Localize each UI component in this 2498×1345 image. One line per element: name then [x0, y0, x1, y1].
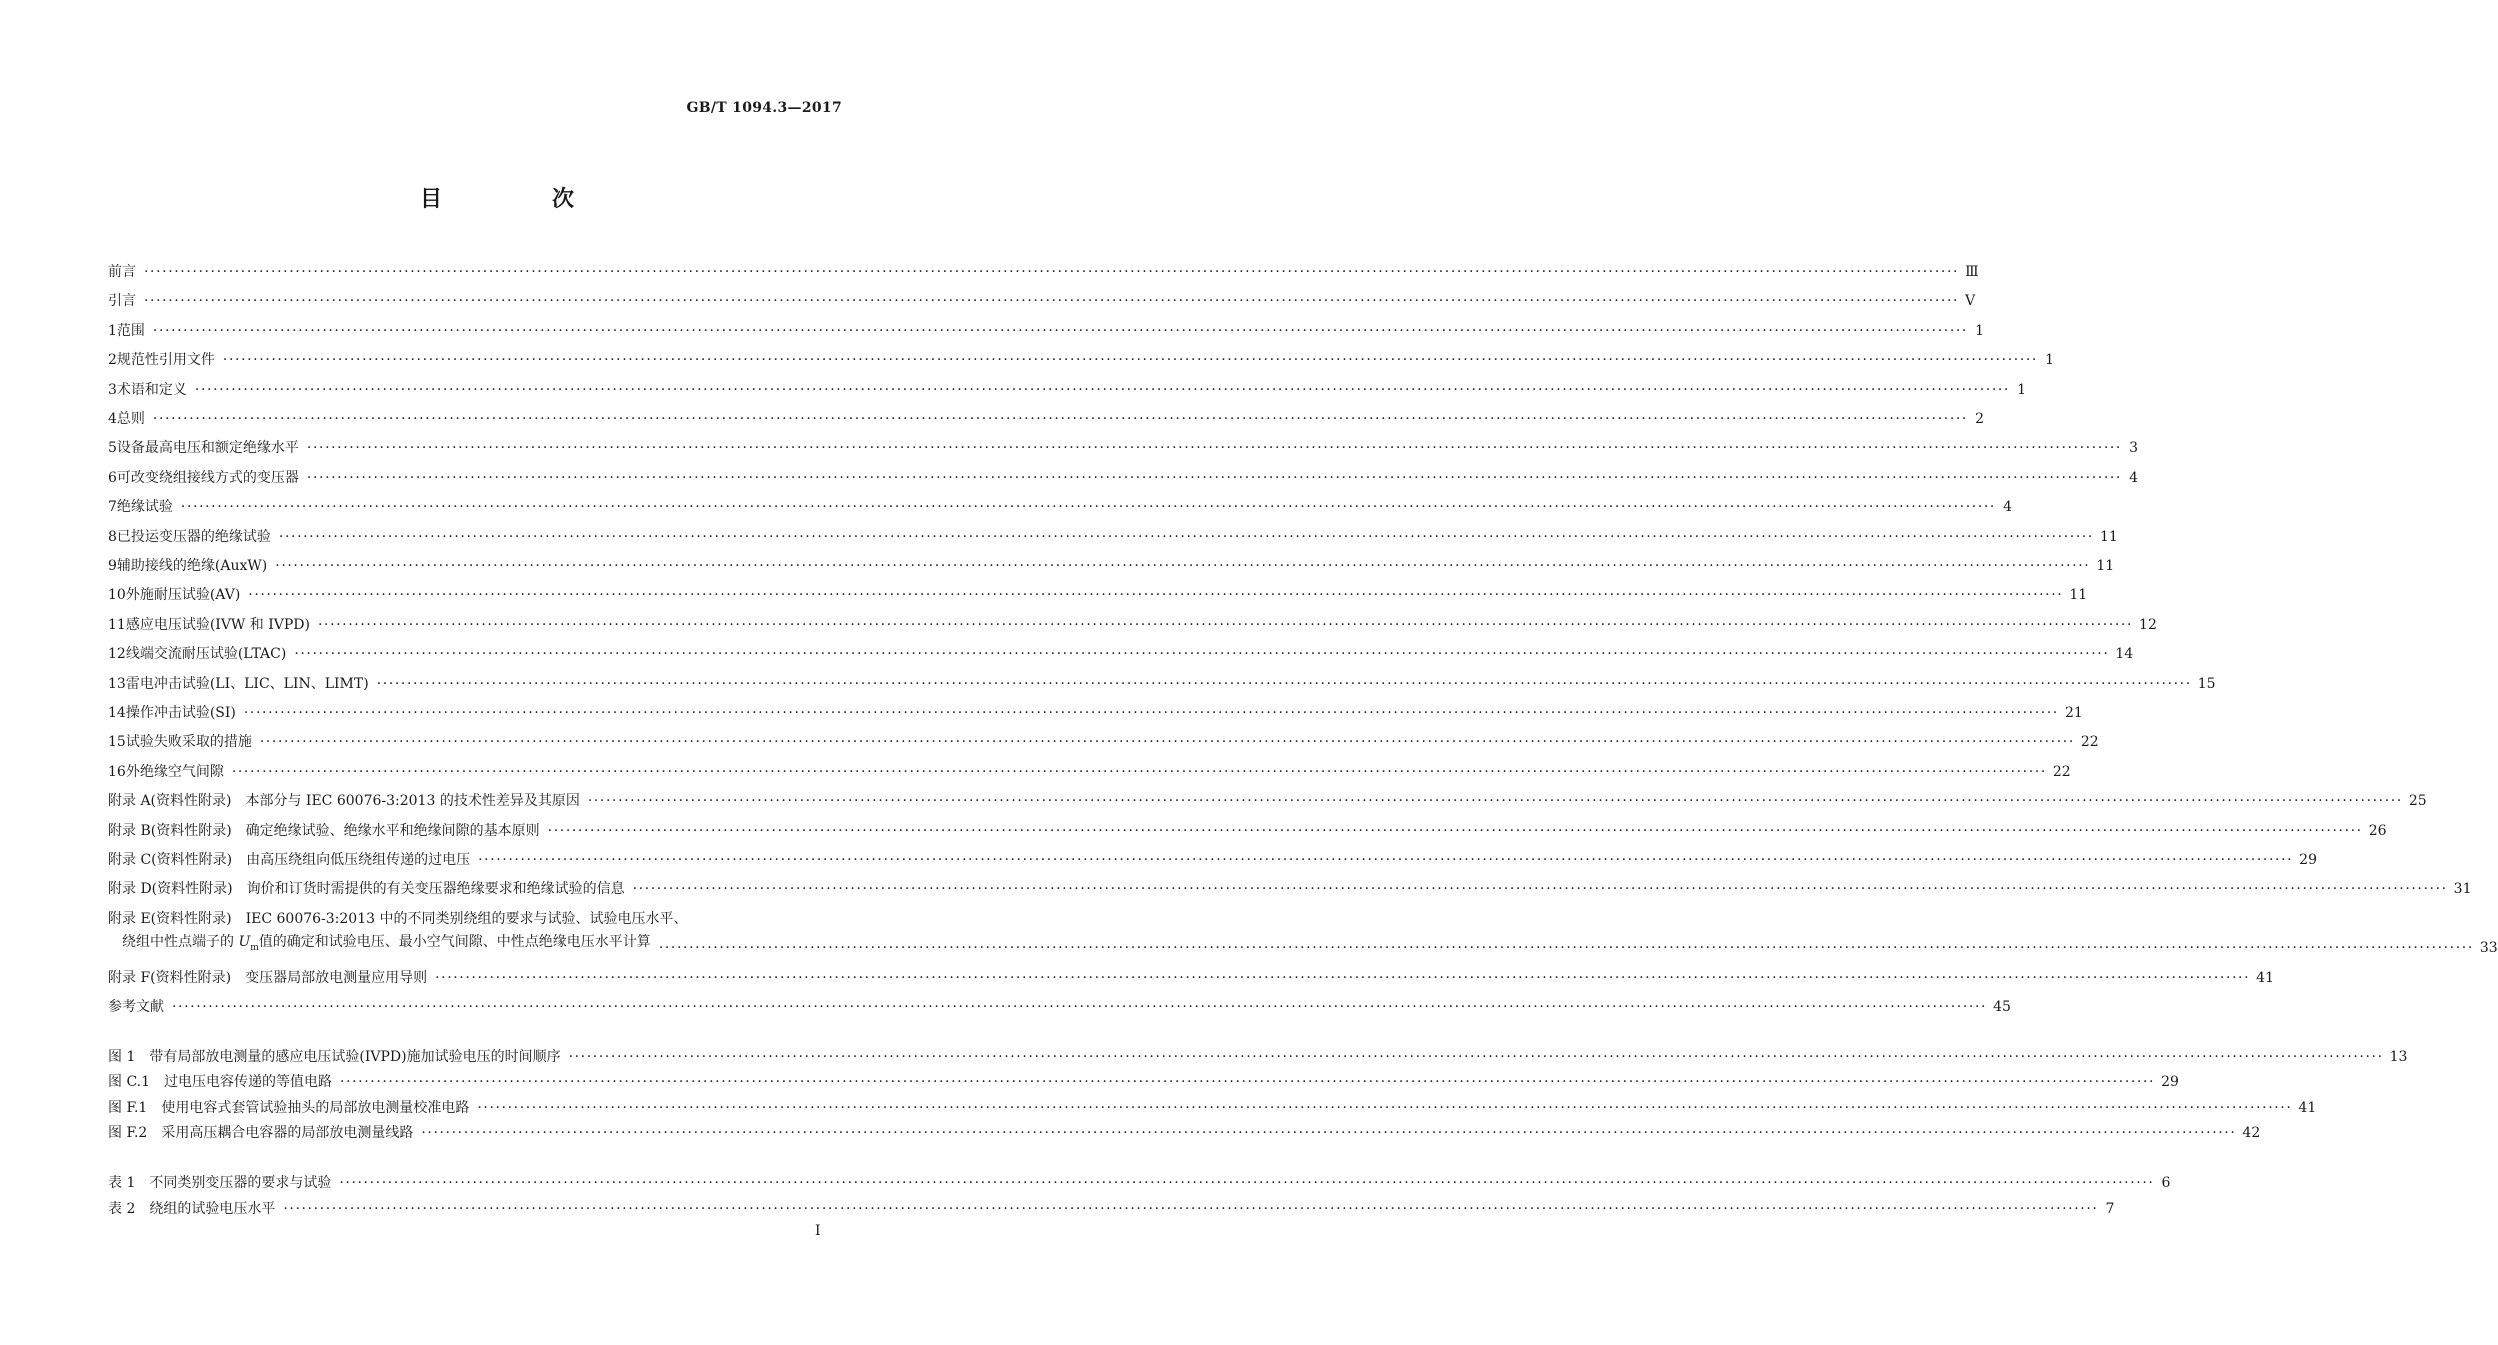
toc-section-number: 9 — [108, 558, 117, 574]
um-symbol: U — [238, 934, 251, 951]
page-title: 目 次 — [419, 187, 618, 212]
toc-section-number: 1 — [108, 323, 117, 339]
toc-section-number: 11 — [108, 617, 126, 633]
leader-dots: ············································································································································································································································································································ — [376, 676, 2192, 692]
leader-dots: ············································································································································································································································································································ — [152, 411, 1968, 427]
toc-annex-entry[interactable] — [108, 849, 2317, 871]
leader-dots: ············································································································································································································································································································ — [278, 529, 2094, 545]
toc-entry[interactable] — [108, 702, 2083, 724]
toc-page-number: 22 — [2052, 764, 2071, 780]
toc-label: 附录 F(资料性附录) 变压器局部放电测量应用导则 — [108, 970, 428, 986]
toc-page-number: 15 — [2197, 676, 2216, 692]
toc-entry[interactable] — [108, 320, 1984, 342]
leader-dots: ············································································································································································································································································································ — [222, 352, 2038, 368]
leader-dots: ············································································································································································································································································································ — [568, 1049, 2384, 1065]
toc-entry[interactable] — [108, 761, 2071, 783]
page-number: Ⅰ — [815, 1223, 821, 1239]
toc-page-number: 22 — [2080, 734, 2099, 750]
toc-page-number: 29 — [2299, 852, 2317, 868]
leader-dots: ············································································································································································································································································································ — [259, 734, 2075, 750]
leader-dots: ············································································································································································································································································································ — [547, 823, 2363, 839]
toc-page-number: 13 — [2389, 1049, 2408, 1065]
toc-label: 图 F.1 使用电容式套管试验抽头的局部放电测量校准电路 — [108, 1100, 470, 1116]
toc-annex-entry[interactable] — [108, 820, 2387, 842]
toc-page-number: 29 — [2161, 1074, 2179, 1090]
toc-label: 术语和定义 — [116, 382, 187, 398]
toc-annex-entry[interactable] — [108, 967, 2274, 989]
toc-figure-entry[interactable] — [108, 1071, 2179, 1093]
toc-label: 可改变绕组接线方式的变压器 — [116, 470, 299, 486]
toc-section-number: 4 — [108, 411, 117, 427]
toc-page-number: 42 — [2242, 1125, 2261, 1141]
leader-dots: ············································································································································································································································································································ — [294, 646, 2110, 662]
toc-entry[interactable] — [108, 673, 2216, 695]
toc-label: 试验失败采取的措施 — [125, 734, 252, 750]
leader-dots: ············································································································································································································································································································ — [248, 587, 2064, 603]
toc-entry[interactable] — [108, 408, 1984, 430]
leader-dots: ············································································································································································································································································································ — [180, 499, 1996, 515]
toc-section-number: 16 — [108, 764, 126, 780]
toc-section-number: 13 — [108, 676, 126, 692]
toc-section-number: 5 — [108, 440, 117, 456]
leader-dots: ············································································································································································································································································································ — [275, 558, 2091, 574]
toc-label: 表 1 不同类别变压器的要求与试验 — [108, 1175, 332, 1191]
toc-entry[interactable] — [108, 261, 1979, 283]
toc-page-number: 33 — [2479, 940, 2498, 956]
toc-page-number: 7 — [2105, 1201, 2115, 1217]
toc-label: 附录 C(资料性附录) 由高压绕组向低压绕组传递的过电压 — [108, 852, 471, 868]
toc-page-number: Ⅴ — [1965, 293, 1976, 309]
toc-label: 辅助接线的绝缘(AuxW) — [116, 558, 268, 574]
toc-page-number: 1 — [1975, 323, 1984, 339]
toc-page-number: 6 — [2161, 1175, 2171, 1191]
toc-page-number: 26 — [2368, 823, 2387, 839]
leader-dots: ············································································································································································································································································································ — [478, 852, 2294, 868]
toc-label: 外绝缘空气间隙 — [125, 764, 224, 780]
toc-table-entry[interactable] — [108, 1198, 2115, 1220]
toc-label: 附录 A(资料性附录) 本部分与 IEC 60076-3:2013 的技术性差异及其原因 — [108, 793, 580, 809]
toc-section-number: 8 — [108, 529, 117, 545]
toc-page-number: 45 — [1993, 999, 2011, 1015]
leader-dots: ············································································································································································································································································································ — [306, 470, 2122, 486]
toc-label: 前言 — [108, 264, 136, 280]
leader-dots: ············································································································································································································································································································ — [172, 999, 1988, 1015]
toc-entry[interactable] — [108, 379, 2026, 401]
toc-label: 附录 D(资料性附录) 询价和订货时需提供的有关变压器绝缘要求和绝缘试验的信息 — [108, 881, 625, 897]
toc-section-number: 10 — [108, 587, 126, 603]
leader-dots: ············································································································································································································································································································ — [243, 705, 2059, 721]
toc-page-number: 11 — [2096, 558, 2115, 574]
leader-dots: ············································································································································································································································································································ — [339, 1175, 2155, 1191]
doc-code: GB/T 1094.3—2017 — [686, 100, 842, 116]
toc-label: 绝缘试验 — [116, 499, 173, 515]
leader-dots: ············································································································································································································································································································ — [283, 1201, 2099, 1217]
toc-label: 附录 E(资料性附录) IEC 60076-3:2013 中的不同类别绕组的要求与试验、试验电压水平、 — [108, 911, 688, 927]
leader-dots: ············································································································································································································································································································ — [658, 940, 2474, 956]
toc-label: 表 2 绕组的试验电压水平 — [108, 1201, 276, 1217]
toc-entry[interactable] — [108, 467, 2138, 489]
leader-dots: ············································································································································································································································································································ — [194, 382, 2010, 398]
toc-label: 附录 B(资料性附录) 确定绝缘试验、绝缘水平和绝缘间隙的基本原则 — [108, 823, 540, 839]
toc-entry[interactable] — [108, 555, 2115, 577]
toc-entry[interactable] — [108, 290, 1976, 312]
toc-annex-entry[interactable] — [108, 878, 2472, 900]
toc-page-number: 2 — [1975, 411, 1984, 427]
toc-page-number: 14 — [2115, 646, 2134, 662]
toc-references-entry[interactable] — [108, 996, 2011, 1018]
toc-table-entry[interactable] — [108, 1172, 2171, 1194]
toc-label: 线端交流耐压试验(LTAC) — [125, 646, 287, 662]
toc-label: 总则 — [116, 411, 145, 427]
toc-label: 范围 — [116, 323, 145, 339]
toc-page-number: 41 — [2298, 1100, 2317, 1116]
toc-entry[interactable] — [108, 526, 2118, 548]
toc-page-number: 3 — [2129, 440, 2138, 456]
toc-entry[interactable] — [108, 584, 2088, 606]
toc-page-number: 31 — [2453, 881, 2472, 897]
toc-section-number: 12 — [108, 646, 126, 662]
text: 绕组中性点端子的 — [122, 934, 239, 951]
toc-entry[interactable] — [108, 643, 2134, 665]
toc-page-number: 11 — [2069, 587, 2088, 603]
leader-dots: ············································································································································································································································································································ — [306, 440, 2122, 456]
leader-dots: ············································································································································································································································································································ — [477, 1100, 2293, 1116]
toc-label: 图 1 带有局部放电测量的感应电压试验(IVPD)施加试验电压的时间顺序 — [108, 1049, 561, 1065]
toc-section-number: 15 — [108, 734, 126, 750]
toc-section-number: 6 — [108, 470, 117, 486]
leader-dots: ············································································································································································································································································································ — [421, 1125, 2237, 1141]
leader-dots: ············································································································································································································································································································ — [231, 764, 2047, 780]
toc-figure-entry[interactable] — [108, 1122, 2261, 1144]
toc-label: 雷电冲击试验(LI、LIC、LIN、LIMT) — [125, 676, 369, 692]
toc-page-number: 25 — [2408, 793, 2427, 809]
leader-dots: ············································································································································································································································································································ — [152, 323, 1968, 339]
toc-label: 外施耐压试验(AV) — [125, 587, 241, 603]
leader-dots: ············································································································································································································································································································ — [144, 293, 1960, 309]
toc-entry[interactable] — [108, 614, 2157, 636]
toc-page-number: 4 — [2003, 499, 2012, 515]
toc-annex-entry[interactable] — [108, 908, 843, 930]
toc-label: 已投运变压器的绝缘试验 — [116, 529, 271, 545]
toc-entry[interactable] — [108, 437, 2138, 459]
toc-label: 感应电压试验(IVW 和 IVPD) — [125, 617, 310, 633]
toc-page-number: 21 — [2064, 705, 2083, 721]
toc-page-number: 12 — [2139, 617, 2157, 633]
text: 值的确定和试验电压、最小空气间隙、中性点绝缘电压水平计算 — [258, 934, 651, 951]
toc-annex-entry[interactable] — [108, 934, 2498, 959]
toc-section-number: 7 — [108, 499, 117, 515]
leader-dots: ············································································································································································································································································································ — [435, 970, 2251, 986]
toc-label: 设备最高电压和额定绝缘水平 — [116, 440, 299, 456]
toc-label: 图 F.2 采用高压耦合电容器的局部放电测量线路 — [108, 1125, 414, 1141]
toc-page-number: 41 — [2256, 970, 2274, 986]
leader-dots: ············································································································································································································································································································ — [587, 793, 2403, 809]
toc-label-continuation — [108, 931, 651, 959]
um-subscript: m — [250, 943, 259, 953]
toc-section-number: 14 — [108, 705, 126, 721]
toc-figure-entry[interactable] — [108, 1046, 2408, 1068]
leader-dots: ············································································································································································································································································································ — [340, 1074, 2156, 1090]
toc-page-number: 11 — [2099, 529, 2118, 545]
toc-page-number: 1 — [2017, 382, 2026, 398]
toc-entry[interactable] — [108, 349, 2054, 371]
toc-label: 参考文献 — [108, 999, 164, 1015]
toc-section-number: 3 — [108, 382, 117, 398]
toc-figure-entry[interactable] — [108, 1097, 2317, 1119]
toc-page-number: 4 — [2129, 470, 2138, 486]
leader-dots: ············································································································································································································································································································ — [632, 881, 2448, 897]
toc-page-number: 1 — [2045, 352, 2054, 368]
toc-label: 引言 — [108, 293, 136, 309]
leader-dots: ············································································································································································································································································································ — [317, 617, 2134, 633]
toc-label: 图 C.1 过电压电容传递的等值电路 — [108, 1074, 333, 1090]
toc-entry[interactable] — [108, 496, 2012, 518]
toc-entry[interactable] — [108, 731, 2099, 753]
leader-dots: ············································································································································································································································································································ — [144, 264, 1960, 280]
toc-annex-entry[interactable] — [108, 790, 2427, 812]
toc-page-number: Ⅲ — [1965, 264, 1979, 280]
toc-label: 操作冲击试验(SI) — [125, 705, 236, 721]
toc-section-number: 2 — [108, 352, 117, 368]
toc-label: 规范性引用文件 — [116, 352, 215, 368]
